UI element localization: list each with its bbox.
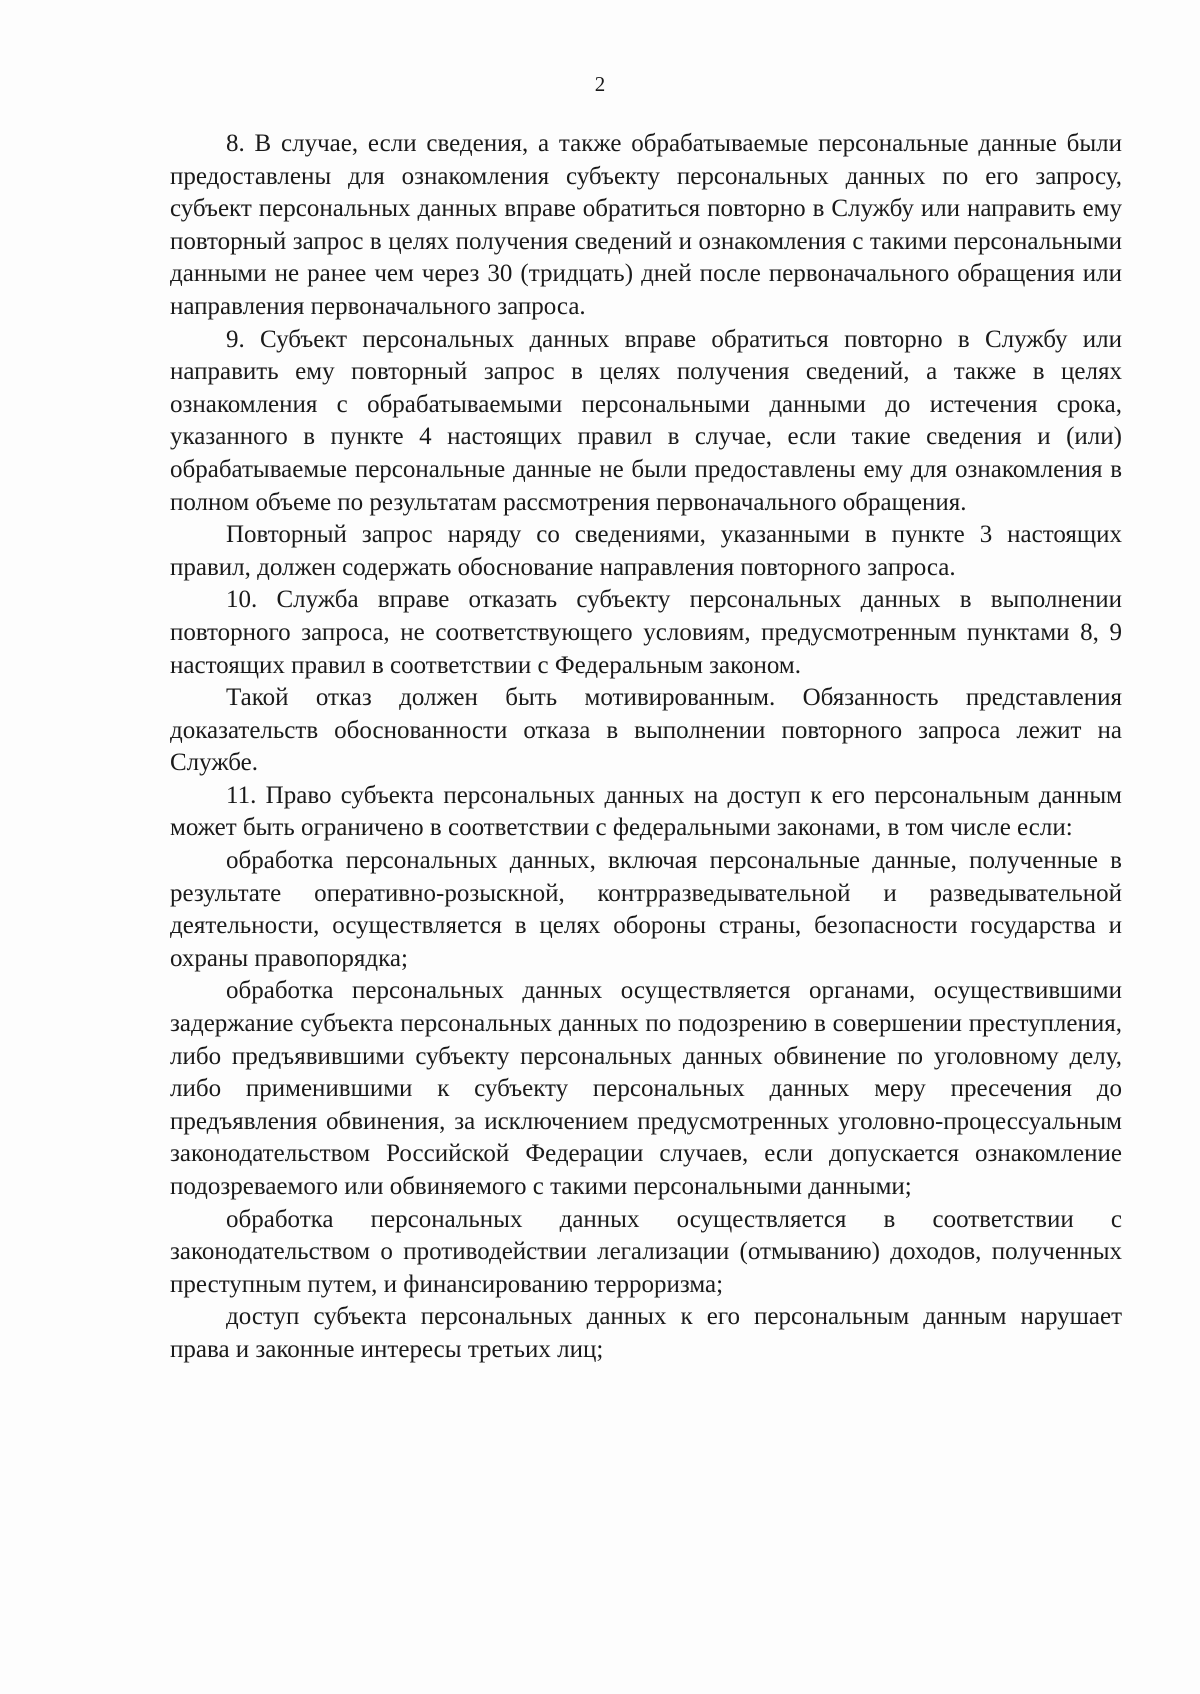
paragraph-11-item-1: обработка персональных данных, включая персональные данные, полученные в результате оперативно-розыскной, контрразведывательной и разведывательной деятельности, осуществляется в целях обороны страны, безопасности государства и охраны правопорядка; xyxy=(170,847,1122,972)
paragraph-9: 9. Субъект персональных данных вправе обратиться повторно в Службу или направить ему повторный запрос в целях получения сведений, а также в целях ознакомления с обрабатываемыми персональными данными до истечения срока, указанного в пункте 4 настоящих правил в случае, если такие сведения и (или) обрабатываемые персональные данные не были предоставлены ему для ознакомления в полном объеме по результатам рассмотрения первоначального обращения. xyxy=(170,325,1122,516)
paragraph-11-item-2: обработка персональных данных осуществляется органами, осуществившими задержание субъекта персональных данных по подозрению в совершении преступления, либо предъявившими субъекту персональных данных обвинение по уголовному делу, либо применившими к субъекту персональных данных меру пресечения до предъявления обвинения, за исключением предусмотренных уголовно-процессуальным законодательством Российской Федерации случаев, если допускается ознакомление подозреваемого или обвиняемого с такими персональными данными; xyxy=(170,977,1122,1200)
page-number: 2 xyxy=(594,72,606,96)
document-body xyxy=(170,128,1122,1367)
paragraph-10: 10. Служба вправе отказать субъекту персональных данных в выполнении повторного запроса, не соответствующего условиям, предусмотренным пунктами 8, 9 настоящих правил в соответствии с Федеральным законом. xyxy=(170,586,1122,679)
paragraph-8: 8. В случае, если сведения, а также обрабатываемые персональные данные были предоставлены для ознакомления субъекту персональных данных по его запросу, субъект персональных данных вправе обратиться повторно в Службу или направить ему повторный запрос в целях получения сведений и ознакомления с такими персональными данными не ранее чем через 30 (тридцать) дней после первоначального обращения или направления первоначального запроса. xyxy=(170,130,1122,320)
paragraph-repeat-request: Повторный запрос наряду со сведениями, указанными в пункте 3 настоящих правил, должен содержать обоснование направления повторного запроса. xyxy=(170,521,1122,581)
paragraph-11-item-4: доступ субъекта персональных данных к его персональным данным нарушает права и законные интересы третьих лиц; xyxy=(170,1303,1122,1363)
paragraph-11: 11. Право субъекта персональных данных на доступ к его персональным данным может быть ограничено в соответствии с федеральными законами, в том числе если: xyxy=(170,781,1122,842)
paragraph-refusal: Такой отказ должен быть мотивированным. Обязанность представления доказательств обоснованности отказа в выполнении повторного запроса лежит на Службе. xyxy=(170,684,1122,777)
paragraph-11-item-3: обработка персональных данных осуществляется в соответствии с законодательством о противодействии легализации (отмыванию) доходов, полученных преступным путем, и финансированию терроризма; xyxy=(170,1205,1122,1298)
